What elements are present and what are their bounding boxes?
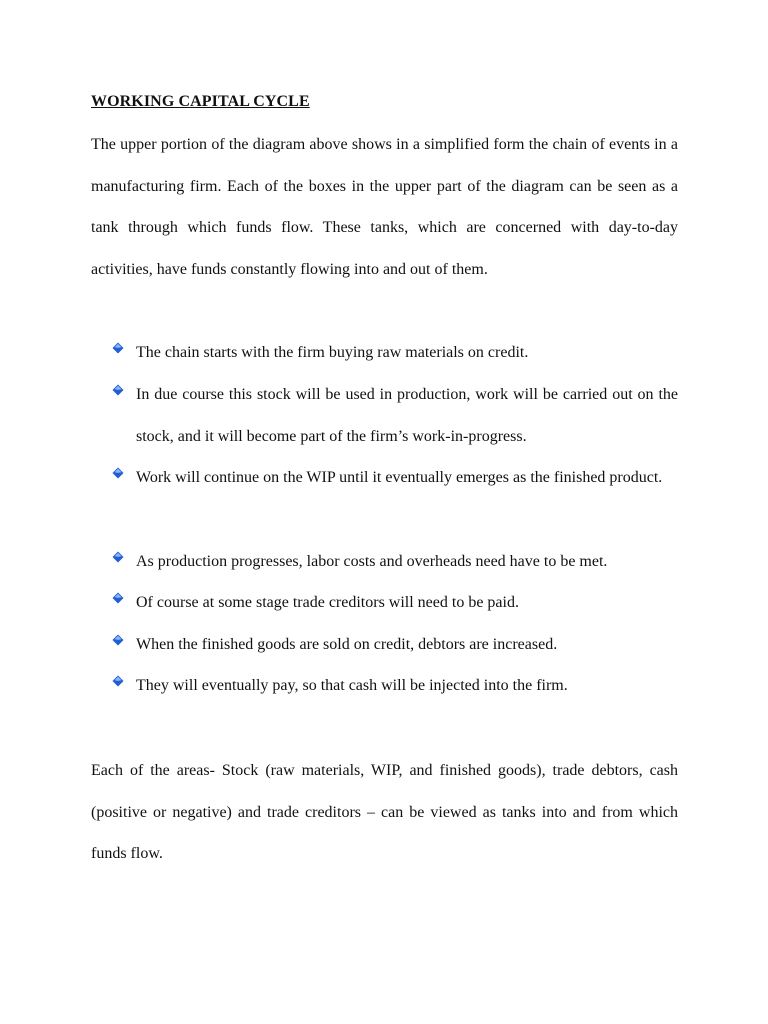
bullet-text: They will eventually pay, so that cash will be injected into the firm. [136, 677, 568, 694]
blue-diamond-bullet-icon [112, 384, 124, 396]
bullet-text: As production progresses, labor costs and overheads need have to be met. [136, 553, 608, 570]
bullet-text: The chain starts with the firm buying raw materials on credit. [136, 344, 529, 361]
blue-diamond-bullet-icon [112, 675, 124, 687]
bullet-text: When the finished goods are sold on credit, debtors are increased. [136, 636, 558, 653]
closing-paragraph: Each of the areas- Stock (raw materials, WIP, and finished goods), trade debtors, cash (positive or negative) and trade creditors – can be viewed as tanks into and from which funds flow. [91, 762, 678, 862]
intro-paragraph: The upper portion of the diagram above shows in a simplified form the chain of events in a manufacturing firm. Each of the boxes in the upper part of the diagram can be seen as a tank through which funds flow. These tanks, which are concerned with day-to-day activities, have funds constantly flowing into and out of them. [91, 136, 678, 278]
document-heading: WORKING CAPITAL CYCLE [91, 93, 310, 110]
blue-diamond-bullet-icon [112, 551, 124, 563]
blue-diamond-bullet-icon [112, 634, 124, 646]
bullet-text: Of course at some stage trade creditors will need to be paid. [136, 594, 519, 611]
blue-diamond-bullet-icon [112, 592, 124, 604]
bullet-text: In due course this stock will be used in production, work will be carried out on the stock, and it will become part of the firm’s work-in-progress. [136, 386, 678, 445]
blue-diamond-bullet-icon [112, 342, 124, 354]
blue-diamond-bullet-icon [112, 467, 124, 479]
bullet-text: Work will continue on the WIP until it eventually emerges as the finished product. [136, 469, 663, 486]
